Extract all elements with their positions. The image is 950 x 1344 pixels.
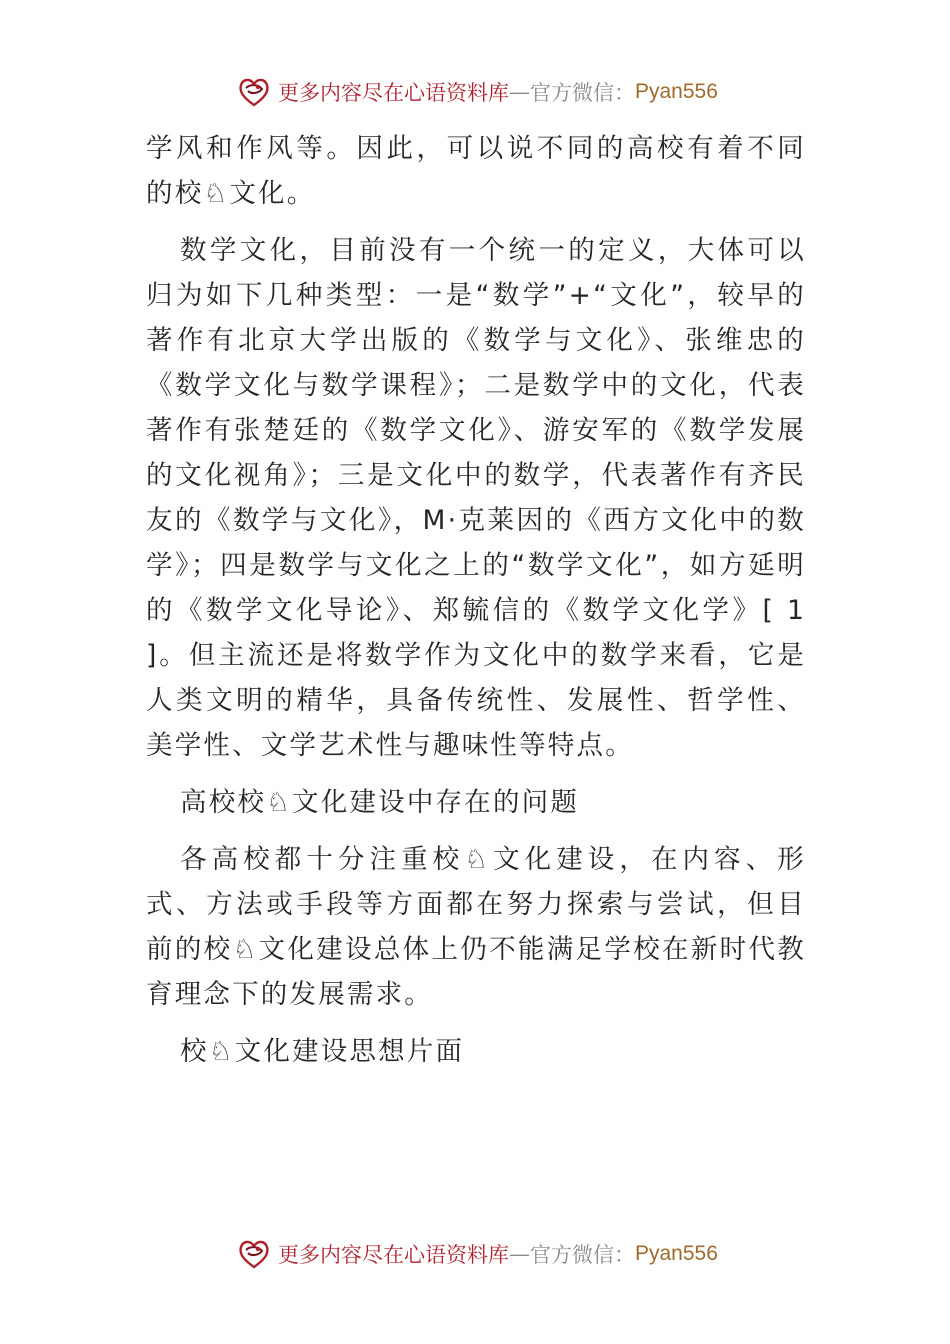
paragraph-problems-overview: 各高校都十分注重校♘文化建设，在内容、形式、方法或手段等方面都在努力探索与尝试，但目前的校♘文化建设总体上仍不能满足学校在新时代教育理念下的发展需求。	[146, 844, 806, 1010]
header-watermark	[236, 72, 718, 112]
heart-swirl-logo-icon	[236, 74, 272, 110]
paragraph-continuation: 学风和作风等。因此，可以说不同的高校有着不同的校♘文化。	[146, 133, 806, 209]
document-body	[146, 126, 806, 1074]
watermark-dash: —	[509, 1242, 530, 1266]
watermark-wechat-label: 官方微信：	[530, 1243, 635, 1267]
paragraph-math-culture-definition: 数学文化，目前没有一个统一的定义，大体可以归为如下几种类型：一是“数学”+“文化”，较早的著作有北京大学出版的《数学与文化》、张维忠的《数学文化与数学课程》；二是数学中的文化，代表著作有张楚廷的《数学文化》、游安军的《数学发展的文化视角》；三是文化中的数学，代表著作有齐民友的《数学与文化》，M·克莱因的《西方文化中的数学》；四是数学与文化之上的“数学文化”，如方延明的《数学文化导论》、郑毓信的《数学文化学》[ 1 ]。但主流还是将数学作为文化中的数学来看，它是人类文明的精华，具备传统性、发展性、哲学性、美学性、文学艺术性与趣味性等特点。	[146, 235, 807, 761]
watermark-dash: —	[509, 80, 530, 104]
footer-watermark	[236, 1234, 718, 1274]
watermark-wechat-id: Pyan556	[635, 80, 718, 103]
heart-swirl-logo-icon	[236, 1236, 272, 1272]
watermark-brand-text: 更多内容尽在心语资料库	[278, 81, 509, 105]
watermark-wechat-id: Pyan556	[635, 1242, 718, 1265]
watermark-brand-text: 更多内容尽在心语资料库	[278, 1243, 509, 1267]
section-heading-one-sided-thinking: 校♘文化建设思想片面	[180, 1036, 465, 1067]
section-heading-problems: 高校校♘文化建设中存在的问题	[180, 787, 580, 818]
watermark-wechat-label: 官方微信：	[530, 81, 635, 105]
